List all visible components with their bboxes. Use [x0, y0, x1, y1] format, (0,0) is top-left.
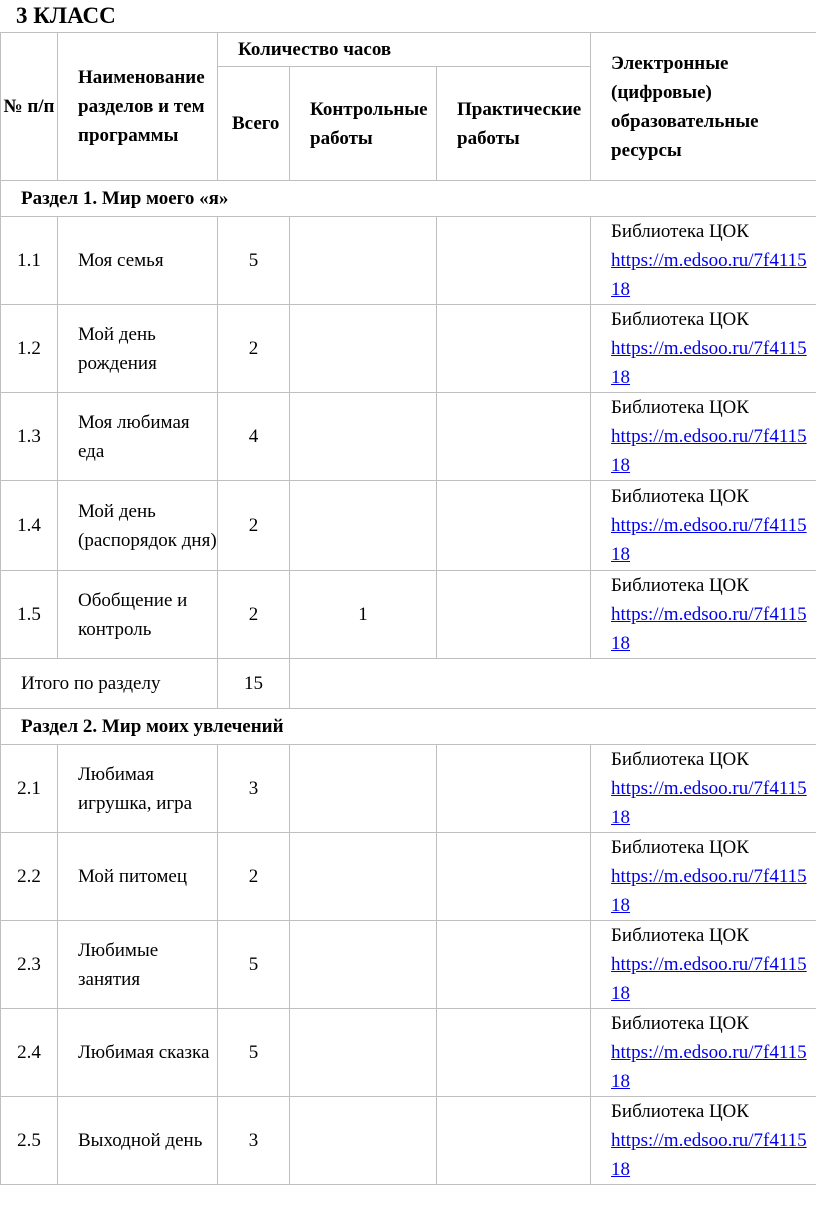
row-total-hours: 2 — [218, 571, 290, 659]
table-row — [1, 481, 816, 571]
row-topic-name: Моя любимая еда — [58, 393, 218, 481]
row-practical-works — [437, 921, 591, 1009]
section-header-row — [1, 709, 816, 745]
resource-label: Библиотека ЦОК — [611, 486, 749, 507]
row-total-hours: 5 — [218, 217, 290, 305]
table-row — [1, 833, 816, 921]
resource-link[interactable]: https://m.edsoo.ru/7f411518 — [611, 1130, 807, 1180]
row-resources — [591, 217, 816, 305]
subtotal-label: Итого по разделу — [1, 659, 218, 709]
row-number: 2.5 — [1, 1097, 58, 1185]
row-control-works — [290, 393, 437, 481]
row-control-works — [290, 481, 437, 571]
subtotal-row — [1, 659, 816, 709]
header-name: Наименование разделов и тем программы — [58, 33, 218, 181]
row-control-works — [290, 1097, 437, 1185]
row-control-works — [290, 921, 437, 1009]
table-row — [1, 745, 816, 833]
row-total-hours: 2 — [218, 833, 290, 921]
row-topic-name: Обобщение и контроль — [58, 571, 218, 659]
table-row — [1, 305, 816, 393]
row-control-works — [290, 833, 437, 921]
row-practical-works — [437, 305, 591, 393]
row-practical-works — [437, 833, 591, 921]
resource-link[interactable]: https://m.edsoo.ru/7f411518 — [611, 866, 807, 916]
row-number: 2.2 — [1, 833, 58, 921]
row-resources — [591, 1009, 816, 1097]
section-title: Раздел 1. Мир моего «я» — [1, 181, 816, 217]
row-number: 2.3 — [1, 921, 58, 1009]
table-row — [1, 1097, 816, 1185]
row-total-hours: 5 — [218, 1009, 290, 1097]
row-topic-name: Любимые занятия — [58, 921, 218, 1009]
resource-label: Библиотека ЦОК — [611, 749, 749, 770]
row-number: 1.2 — [1, 305, 58, 393]
row-topic-name: Мой день рождения — [58, 305, 218, 393]
resource-label: Библиотека ЦОК — [611, 1101, 749, 1122]
row-topic-name: Любимая игрушка, игра — [58, 745, 218, 833]
row-topic-name: Мой день (распорядок дня) — [58, 481, 218, 571]
resource-label: Библиотека ЦОК — [611, 1013, 749, 1034]
row-practical-works — [437, 481, 591, 571]
row-resources — [591, 305, 816, 393]
header-practical: Практические работы — [437, 67, 591, 181]
row-practical-works — [437, 1009, 591, 1097]
page-title: 3 КЛАСС — [16, 3, 116, 28]
row-topic-name: Моя семья — [58, 217, 218, 305]
table-row — [1, 1009, 816, 1097]
section-header-row — [1, 181, 816, 217]
table-row — [1, 571, 816, 659]
row-resources — [591, 571, 816, 659]
resource-link[interactable]: https://m.edsoo.ru/7f411518 — [611, 250, 807, 300]
row-total-hours: 3 — [218, 1097, 290, 1185]
header-total: Всего — [218, 67, 290, 181]
row-total-hours: 5 — [218, 921, 290, 1009]
resource-label: Библиотека ЦОК — [611, 925, 749, 946]
row-number: 1.4 — [1, 481, 58, 571]
row-topic-name: Выходной день — [58, 1097, 218, 1185]
row-control-works — [290, 305, 437, 393]
row-number: 1.3 — [1, 393, 58, 481]
table-row — [1, 393, 816, 481]
row-total-hours: 4 — [218, 393, 290, 481]
resource-link[interactable]: https://m.edsoo.ru/7f411518 — [611, 515, 807, 565]
row-resources — [591, 1097, 816, 1185]
row-topic-name: Мой питомец — [58, 833, 218, 921]
row-practical-works — [437, 1097, 591, 1185]
resource-link[interactable]: https://m.edsoo.ru/7f411518 — [611, 1042, 807, 1092]
row-control-works — [290, 1009, 437, 1097]
row-number: 1.1 — [1, 217, 58, 305]
resource-link[interactable]: https://m.edsoo.ru/7f411518 — [611, 778, 807, 828]
row-resources — [591, 833, 816, 921]
row-number: 2.4 — [1, 1009, 58, 1097]
table-row — [1, 217, 816, 305]
resource-link[interactable]: https://m.edsoo.ru/7f411518 — [611, 604, 807, 654]
row-total-hours: 2 — [218, 481, 290, 571]
row-number: 1.5 — [1, 571, 58, 659]
row-resources — [591, 481, 816, 571]
row-control-works — [290, 745, 437, 833]
table-row — [1, 921, 816, 1009]
row-practical-works — [437, 571, 591, 659]
row-resources — [591, 921, 816, 1009]
row-control-works: 1 — [290, 571, 437, 659]
resource-link[interactable]: https://m.edsoo.ru/7f411518 — [611, 954, 807, 1004]
header-control: Контрольные работы — [290, 67, 437, 181]
program-table — [0, 32, 816, 1185]
section-title: Раздел 2. Мир моих увлечений — [1, 709, 816, 745]
header-resources: Электронные (цифровые) образовательные ресурсы — [591, 33, 816, 181]
header-hours: Количество часов — [218, 33, 591, 67]
row-resources — [591, 393, 816, 481]
resource-label: Библиотека ЦОК — [611, 575, 749, 596]
resource-link[interactable]: https://m.edsoo.ru/7f411518 — [611, 338, 807, 388]
row-total-hours: 2 — [218, 305, 290, 393]
row-total-hours: 3 — [218, 745, 290, 833]
row-resources — [591, 745, 816, 833]
row-topic-name: Любимая сказка — [58, 1009, 218, 1097]
row-control-works — [290, 217, 437, 305]
row-practical-works — [437, 393, 591, 481]
resource-label: Библиотека ЦОК — [611, 397, 749, 418]
resource-label: Библиотека ЦОК — [611, 309, 749, 330]
row-practical-works — [437, 217, 591, 305]
header-num: № п/п — [1, 33, 58, 181]
resource-link[interactable]: https://m.edsoo.ru/7f411518 — [611, 426, 807, 476]
row-number: 2.1 — [1, 745, 58, 833]
row-practical-works — [437, 745, 591, 833]
subtotal-empty — [290, 659, 816, 709]
subtotal-value: 15 — [218, 659, 290, 709]
resource-label: Библиотека ЦОК — [611, 837, 749, 858]
resource-label: Библиотека ЦОК — [611, 221, 749, 242]
